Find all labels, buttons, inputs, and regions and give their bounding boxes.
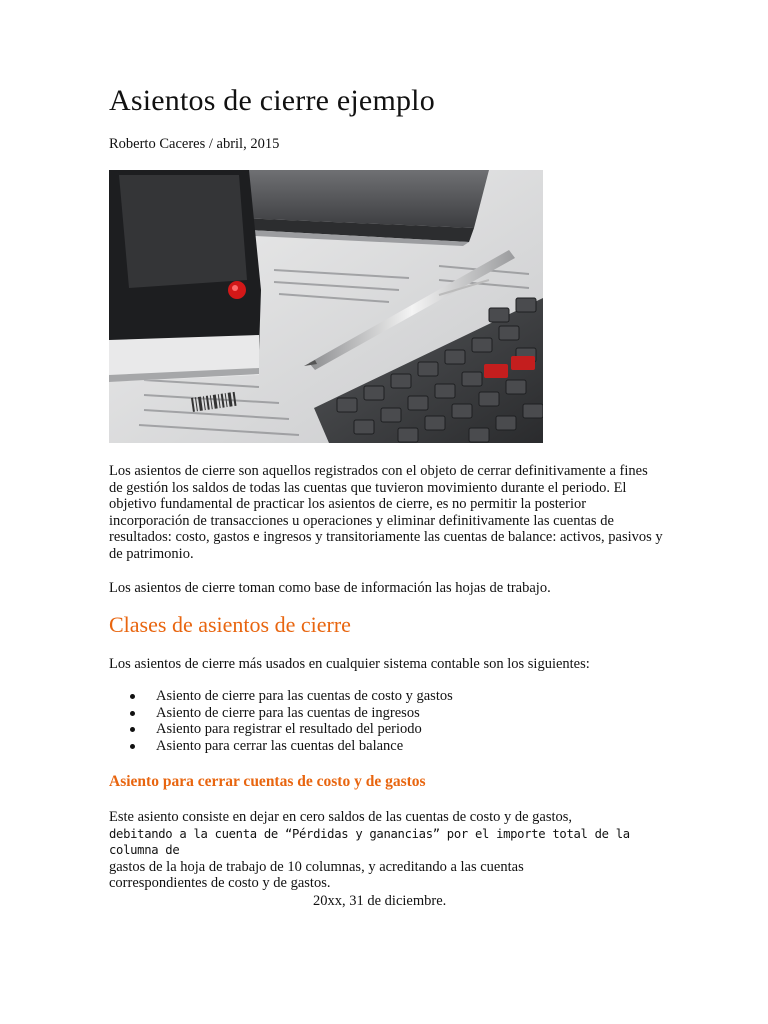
list-item-text: Asiento de cierre para las cuentas de ingresos	[156, 704, 420, 721]
subsection-line: debitando a la cuenta de “Pérdidas y ganancias” por el importe total de la columna de	[109, 826, 630, 858]
entry-date: 20xx, 31 de diciembre.	[313, 893, 447, 909]
bullet-icon	[130, 711, 135, 716]
office-desk-photo-icon	[109, 170, 543, 443]
bullet-icon	[130, 727, 135, 732]
section-intro: Los asientos de cierre más usados en cualquier sistema contable son los siguientes:	[109, 656, 590, 672]
list-item-text: Asiento para registrar el resultado del periodo	[156, 721, 422, 738]
list-item	[109, 688, 453, 705]
list-item-text: Asiento de cierre para las cuentas de costo y gastos	[156, 688, 453, 704]
section-heading: Clases de asientos de cierre	[109, 612, 351, 637]
list-item-text: Asiento para cerrar las cuentas del balance	[156, 737, 404, 754]
subsection-paragraph	[109, 809, 664, 892]
subsection-line: Este asiento consiste en dejar en cero saldos de las cuentas de costo y de gastos,	[109, 809, 573, 825]
subsection-line: correspondientes de costo y de gastos.	[109, 875, 331, 892]
intro-paragraph: Los asientos de cierre son aquellos registrados con el objeto de cerrar definitivamente a fines de gestión los saldos de todas las cuentas que tuvieron movimiento durante el periodo. El objetivo fundamental de practicar los asientos de cierre, es no permitir la posterior incorporación de transacciones u operaciones y eliminar definitivamente las cuentas de resultados: costo, gastos e ingresos y transitoriamente las cuentas de balance: activos, pasivos y de patrimonio.	[109, 463, 663, 562]
subsection-line: gastos de la hoja de trabajo de 10 columnas, y acreditando a las cuentas	[109, 858, 524, 875]
bullet-icon	[130, 744, 135, 749]
article-byline: Roberto Caceres / abril, 2015	[109, 136, 280, 152]
bullet-icon	[130, 694, 135, 699]
closing-entries-list	[109, 688, 453, 754]
article-photo	[109, 170, 543, 443]
article-title: Asientos de cierre ejemplo	[109, 84, 435, 117]
list-item	[109, 738, 453, 755]
list-item	[109, 721, 453, 738]
list-item	[109, 705, 453, 722]
worksheet-paragraph: Los asientos de cierre toman como base de información las hojas de trabajo.	[109, 580, 551, 596]
subsection-heading: Asiento para cerrar cuentas de costo y de gastos	[109, 773, 426, 790]
